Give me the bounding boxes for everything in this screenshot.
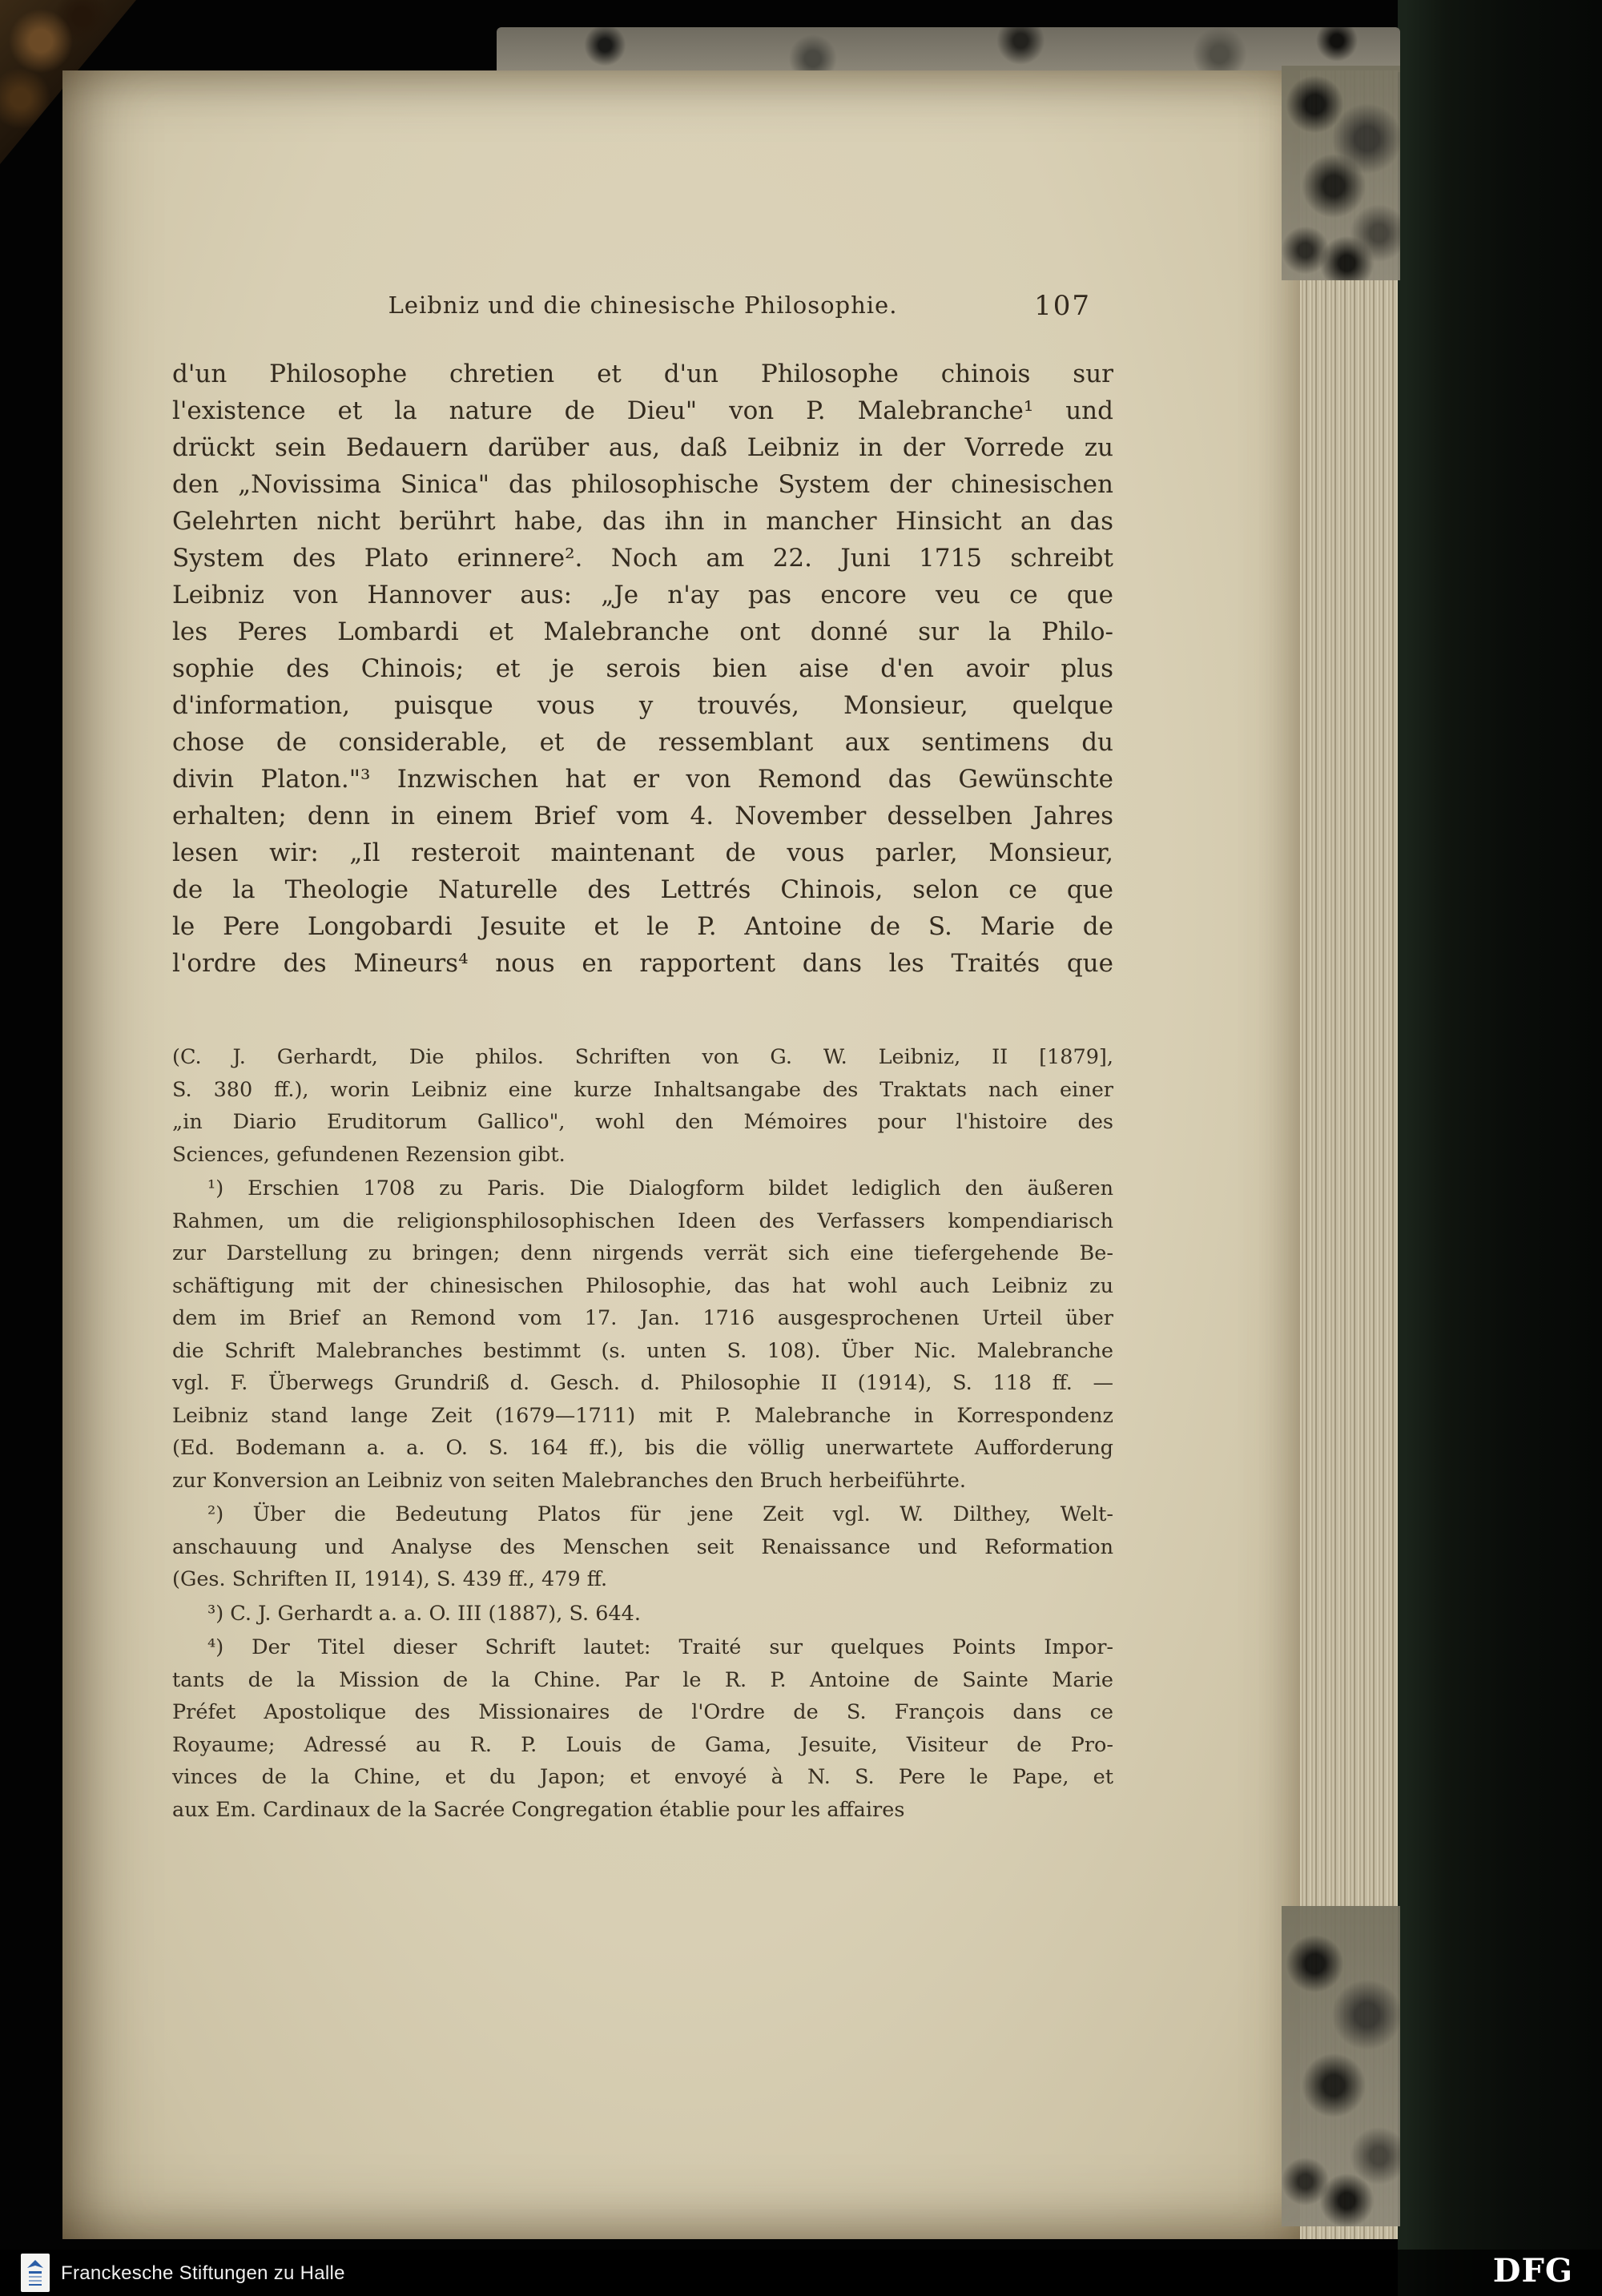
text-line: aux Em. Cardinaux de la Sacrée Congregation établie pour les affaires — [172, 1797, 905, 1822]
text-line: d'un Philosophe chretien et d'un Philosophe chinois sur — [172, 360, 1113, 388]
paragraph — [172, 356, 1113, 982]
viewer-footer-bar — [0, 2250, 1602, 2296]
page-header — [172, 292, 1113, 330]
text-line: anschauung und Analyse des Menschen seit Renaissance und Reformation — [172, 1534, 1113, 1559]
text-line: chose de considerable, et de ressemblant aux sentimens du — [172, 728, 1113, 757]
text-line: den „Novissima Sinica" das philosophische System der chinesischen — [172, 470, 1113, 499]
text-line: Rahmen, um die religionsphilosophischen Ideen des Verfassers kompendiarisch — [172, 1208, 1113, 1233]
text-line: ³) C. J. Gerhardt a. a. O. III (1887), S. 644. — [207, 1601, 642, 1626]
text-line: ²) Über die Bedeutung Platos für jene Zeit vgl. W. Dilthey, Welt- — [207, 1502, 1113, 1526]
francke-stiftungen-logo-icon — [21, 2254, 50, 2292]
text-line: Leibniz von Hannover aus: „Je n'ay pas encore veu ce que — [172, 581, 1113, 609]
text-line: vinces de la Chine, et du Japon; et envoyé à N. S. Pere le Pape, et — [172, 1765, 1113, 1789]
text-line: erhalten; denn in einem Brief vom 4. November desselben Jahres — [172, 802, 1113, 830]
paragraph — [172, 1041, 1113, 1171]
text-line: Sciences, gefundenen Rezension gibt. — [172, 1142, 566, 1167]
text-line: Leibniz stand lange Zeit (1679—1711) mit P. Malebranche in Korrespondenz — [172, 1403, 1113, 1428]
paragraph — [172, 1498, 1113, 1596]
text-line: divin Platon."³ Inzwischen hat er von Remond das Gewünschte — [172, 765, 1113, 794]
footnotes-block — [172, 1041, 1113, 1826]
text-line: schäftigung mit der chinesischen Philosophie, das hat wohl auch Leibniz zu — [172, 1273, 1113, 1298]
text-line: sophie des Chinois; et je serois bien aise d'en avoir plus — [172, 654, 1113, 683]
shield-icon — [24, 2257, 46, 2289]
text-line: (Ges. Schriften II, 1914), S. 439 ff., 479 ff. — [172, 1567, 608, 1591]
text-line: l'existence et la nature de Dieu" von P. Malebranche¹ und — [172, 396, 1113, 425]
text-line: Préfet Apostolique des Missionaires de l'Ordre de S. François dans ce — [172, 1700, 1113, 1724]
text-line: zur Darstellung zu bringen; denn nirgends verrät sich eine tiefergehende Be- — [172, 1241, 1113, 1265]
text-line: les Peres Lombardi et Malebranche ont donné sur la Philo- — [172, 617, 1113, 646]
text-line: tants de la Mission de la Chine. Par le R. P. Antoine de Sainte Marie — [172, 1667, 1113, 1692]
paragraph — [172, 1598, 1113, 1631]
text-line: (Ed. Bodemann a. a. O. S. 164 ff.), bis die völlig unerwartete Aufforderung — [172, 1436, 1113, 1460]
text-line: lesen wir: „Il resteroit maintenant de vous parler, Monsieur, — [172, 838, 1113, 867]
dfg-logo: DFG — [1492, 2252, 1573, 2290]
text-line: dem im Brief an Remond vom 17. Jan. 1716 ausgesprochenen Urteil über — [172, 1306, 1113, 1330]
text-line: l'ordre des Mineurs⁴ nous en rapportent dans les Traités que — [172, 949, 1113, 978]
text-line: ¹) Erschien 1708 zu Paris. Die Dialogform bildet lediglich den äußeren — [207, 1176, 1113, 1200]
text-line: Royaume; Adressé au R. P. Louis de Gama, Jesuite, Visiteur de Pro- — [172, 1732, 1113, 1757]
text-line: Gelehrten nicht berührt habe, das ihn in mancher Hinsicht an das — [172, 507, 1113, 536]
text-line: System des Plato erinnere². Noch am 22. Juni 1715 schreibt — [172, 544, 1113, 573]
paragraph — [172, 1172, 1113, 1497]
text-line: (C. J. Gerhardt, Die philos. Schriften von G. W. Leibniz, II [1879], — [172, 1045, 1113, 1069]
text-line: vgl. F. Überwegs Grundriß d. Gesch. d. Philosophie II (1914), S. 118 ff. — — [172, 1371, 1113, 1395]
text-line: „in Diario Eruditorum Gallico", wohl den Mémoires pour l'histoire des — [172, 1110, 1113, 1134]
text-line: ⁴) Der Titel dieser Schrift lautet: Traité sur quelques Points Impor- — [207, 1635, 1113, 1659]
book-head-edge — [497, 27, 1400, 72]
text-line: die Schrift Malebranches bestimmt (s. unten S. 108). Über Nic. Malebranche — [172, 1338, 1113, 1363]
page-number: 107 — [1034, 290, 1091, 322]
text-line: zur Konversion an Leibniz von seiten Malebranches den Bruch herbeiführte. — [172, 1468, 966, 1493]
main-text-block — [172, 356, 1113, 982]
text-line: le Pere Longobardi Jesuite et le P. Antoine de S. Marie de — [172, 912, 1113, 941]
paragraph — [172, 1631, 1113, 1826]
text-line: de la Theologie Naturelle des Lettrés Chinois, selon ce que — [172, 875, 1113, 904]
book-page — [62, 70, 1300, 2239]
book-cover — [1398, 0, 1602, 2296]
text-line: S. 380 ff.), worin Leibniz eine kurze Inhaltsangabe des Traktats nach einer — [172, 1077, 1113, 1102]
text-line: d'information, puisque vous y trouvés, Monsieur, quelque — [172, 691, 1113, 720]
institution-label: Franckesche Stiftungen zu Halle — [61, 2262, 345, 2284]
marbled-edge-bottom — [1282, 1906, 1400, 2226]
text-line: drückt sein Bedauern darüber aus, daß Leibniz in der Vorrede zu — [172, 433, 1113, 462]
running-title: Leibniz und die chinesische Philosophie. — [388, 292, 898, 319]
marbled-edge-top — [1282, 66, 1400, 280]
